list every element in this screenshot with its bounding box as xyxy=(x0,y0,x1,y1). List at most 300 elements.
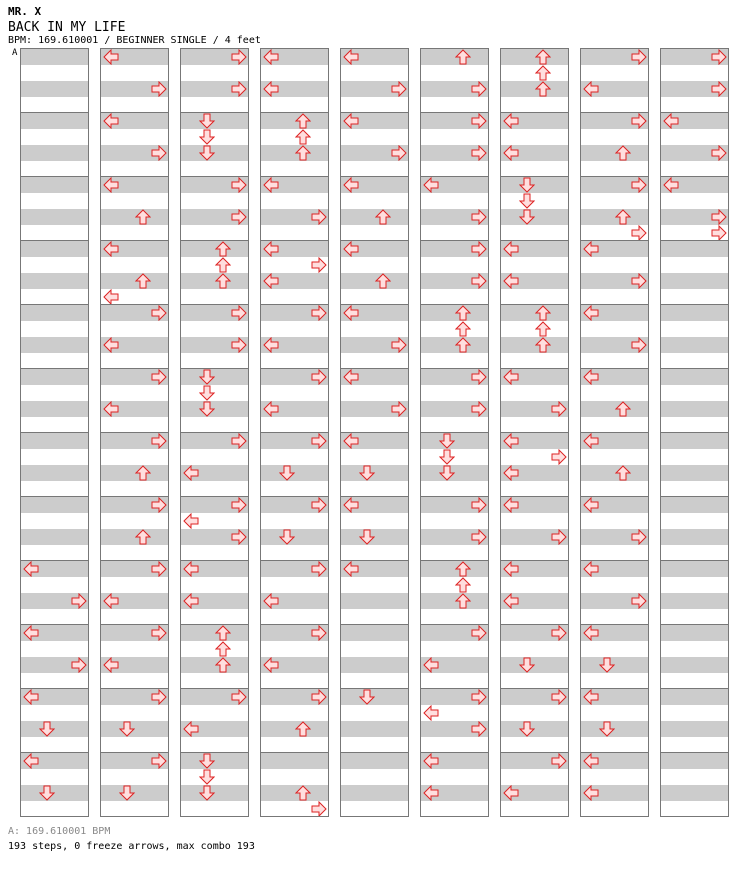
measure-cell xyxy=(660,176,729,241)
right-arrow-icon xyxy=(391,337,407,353)
left-arrow-icon xyxy=(503,497,519,513)
measure-cell xyxy=(20,304,89,369)
right-arrow-icon xyxy=(471,241,487,257)
step-stats: 193 steps, 0 freeze arrows, max combo 193 xyxy=(8,841,255,852)
up-arrow-icon xyxy=(295,721,311,737)
left-arrow-icon xyxy=(423,753,439,769)
measure-cell xyxy=(340,112,409,177)
right-arrow-icon xyxy=(151,369,167,385)
measure-cell xyxy=(500,624,569,689)
right-arrow-icon xyxy=(151,753,167,769)
right-arrow-icon xyxy=(471,145,487,161)
measure-cell xyxy=(20,752,89,817)
measure-cell xyxy=(660,496,729,561)
measure-cell xyxy=(420,752,489,817)
left-arrow-icon xyxy=(103,593,119,609)
measure-cell xyxy=(20,176,89,241)
left-arrow-icon xyxy=(583,433,599,449)
right-arrow-icon xyxy=(471,113,487,129)
measure-cell xyxy=(500,112,569,177)
measure-cell xyxy=(500,368,569,433)
measure-cell xyxy=(260,48,329,113)
beat-stripe xyxy=(341,593,408,609)
measure-cell xyxy=(340,48,409,113)
down-arrow-icon xyxy=(279,529,295,545)
down-arrow-icon xyxy=(599,657,615,673)
measure-cell xyxy=(100,496,169,561)
measure-cell xyxy=(340,368,409,433)
right-arrow-icon xyxy=(231,81,247,97)
left-arrow-icon xyxy=(663,113,679,129)
right-arrow-icon xyxy=(231,529,247,545)
beat-stripe xyxy=(661,625,728,641)
measure-cell xyxy=(420,304,489,369)
down-arrow-icon xyxy=(519,177,535,193)
measure-cell xyxy=(340,304,409,369)
beat-stripe xyxy=(661,337,728,353)
left-arrow-icon xyxy=(583,753,599,769)
right-arrow-icon xyxy=(631,177,647,193)
left-arrow-icon xyxy=(263,241,279,257)
up-arrow-icon xyxy=(455,593,471,609)
right-arrow-icon xyxy=(471,721,487,737)
right-arrow-icon xyxy=(471,81,487,97)
down-arrow-icon xyxy=(359,689,375,705)
measure-cell xyxy=(660,560,729,625)
beat-stripe xyxy=(21,369,88,385)
beat-stripe xyxy=(661,657,728,673)
measure-cell xyxy=(180,240,249,305)
down-arrow-icon xyxy=(199,145,215,161)
right-arrow-icon xyxy=(151,497,167,513)
left-arrow-icon xyxy=(263,657,279,673)
beat-stripe xyxy=(661,241,728,257)
down-arrow-icon xyxy=(199,385,215,401)
measure-cell xyxy=(580,432,649,497)
down-arrow-icon xyxy=(359,529,375,545)
right-arrow-icon xyxy=(551,449,567,465)
up-arrow-icon xyxy=(615,401,631,417)
measure-cell xyxy=(660,368,729,433)
left-arrow-icon xyxy=(503,561,519,577)
beat-stripe xyxy=(661,593,728,609)
measure-cell xyxy=(340,688,409,753)
left-arrow-icon xyxy=(103,49,119,65)
right-arrow-icon xyxy=(311,369,327,385)
right-arrow-icon xyxy=(231,305,247,321)
right-arrow-icon xyxy=(231,49,247,65)
left-arrow-icon xyxy=(103,401,119,417)
up-arrow-icon xyxy=(535,81,551,97)
measure-cell xyxy=(420,176,489,241)
left-arrow-icon xyxy=(583,561,599,577)
right-arrow-icon xyxy=(711,49,727,65)
left-arrow-icon xyxy=(343,49,359,65)
left-arrow-icon xyxy=(583,497,599,513)
left-arrow-icon xyxy=(103,241,119,257)
up-arrow-icon xyxy=(455,337,471,353)
beat-stripe xyxy=(21,497,88,513)
measure-cell xyxy=(100,176,169,241)
left-arrow-icon xyxy=(263,81,279,97)
left-arrow-icon xyxy=(503,593,519,609)
beat-stripe xyxy=(341,721,408,737)
measure-cell xyxy=(180,304,249,369)
measure-cell xyxy=(180,432,249,497)
left-arrow-icon xyxy=(183,513,199,529)
measure-cell xyxy=(420,48,489,113)
right-arrow-icon xyxy=(311,561,327,577)
right-arrow-icon xyxy=(631,593,647,609)
measure-cell xyxy=(260,368,329,433)
right-arrow-icon xyxy=(151,81,167,97)
up-arrow-icon xyxy=(455,561,471,577)
measure-cell xyxy=(660,688,729,753)
measure-cell xyxy=(420,624,489,689)
measure-cell xyxy=(420,368,489,433)
measure-cell xyxy=(260,752,329,817)
left-arrow-icon xyxy=(263,337,279,353)
right-arrow-icon xyxy=(551,753,567,769)
beat-stripe xyxy=(21,209,88,225)
up-arrow-icon xyxy=(615,145,631,161)
right-arrow-icon xyxy=(631,273,647,289)
measure-cell xyxy=(20,112,89,177)
down-arrow-icon xyxy=(279,465,295,481)
down-arrow-icon xyxy=(199,113,215,129)
measure-cell xyxy=(340,496,409,561)
left-arrow-icon xyxy=(343,561,359,577)
right-arrow-icon xyxy=(391,401,407,417)
right-arrow-icon xyxy=(311,209,327,225)
left-arrow-icon xyxy=(503,785,519,801)
left-arrow-icon xyxy=(263,273,279,289)
right-arrow-icon xyxy=(151,625,167,641)
right-arrow-icon xyxy=(71,593,87,609)
left-arrow-icon xyxy=(23,689,39,705)
measure-cell xyxy=(500,752,569,817)
up-arrow-icon xyxy=(455,321,471,337)
measure-cell xyxy=(180,48,249,113)
up-arrow-icon xyxy=(135,209,151,225)
up-arrow-icon xyxy=(615,465,631,481)
up-arrow-icon xyxy=(455,305,471,321)
measure-cell xyxy=(260,624,329,689)
right-arrow-icon xyxy=(231,689,247,705)
right-arrow-icon xyxy=(471,209,487,225)
right-arrow-icon xyxy=(231,433,247,449)
left-arrow-icon xyxy=(103,177,119,193)
up-arrow-icon xyxy=(215,273,231,289)
measure-cell xyxy=(180,112,249,177)
measure-cell xyxy=(260,432,329,497)
down-arrow-icon xyxy=(519,209,535,225)
beat-stripe xyxy=(21,465,88,481)
right-arrow-icon xyxy=(631,225,647,241)
left-arrow-icon xyxy=(343,241,359,257)
beat-stripe xyxy=(661,753,728,769)
right-arrow-icon xyxy=(551,689,567,705)
down-arrow-icon xyxy=(439,465,455,481)
measure-cell xyxy=(580,48,649,113)
right-arrow-icon xyxy=(231,209,247,225)
left-arrow-icon xyxy=(583,81,599,97)
measure-cell xyxy=(340,560,409,625)
left-arrow-icon xyxy=(343,177,359,193)
right-arrow-icon xyxy=(391,145,407,161)
right-arrow-icon xyxy=(471,401,487,417)
down-arrow-icon xyxy=(599,721,615,737)
beat-stripe xyxy=(661,305,728,321)
left-arrow-icon xyxy=(583,369,599,385)
beat-stripe xyxy=(341,657,408,673)
right-arrow-icon xyxy=(311,497,327,513)
measure-cell xyxy=(100,624,169,689)
left-arrow-icon xyxy=(503,273,519,289)
measure-cell xyxy=(100,368,169,433)
beat-stripe xyxy=(21,49,88,65)
bpm-marker: A xyxy=(12,48,18,58)
measure-cell xyxy=(100,560,169,625)
measure-cell xyxy=(180,560,249,625)
measure-cell xyxy=(260,112,329,177)
beat-stripe xyxy=(21,273,88,289)
measure-cell xyxy=(260,176,329,241)
right-arrow-icon xyxy=(471,689,487,705)
measure-cell xyxy=(500,176,569,241)
down-arrow-icon xyxy=(199,753,215,769)
left-arrow-icon xyxy=(103,289,119,305)
up-arrow-icon xyxy=(135,273,151,289)
right-arrow-icon xyxy=(711,81,727,97)
left-arrow-icon xyxy=(343,305,359,321)
measure-cell xyxy=(500,560,569,625)
down-arrow-icon xyxy=(119,721,135,737)
measure-cell xyxy=(260,560,329,625)
measure-cell xyxy=(420,688,489,753)
down-arrow-icon xyxy=(119,785,135,801)
measure-cell xyxy=(100,688,169,753)
up-arrow-icon xyxy=(295,785,311,801)
measure-cell xyxy=(100,240,169,305)
up-arrow-icon xyxy=(135,529,151,545)
measure-cell xyxy=(100,752,169,817)
left-arrow-icon xyxy=(183,465,199,481)
measure-cell xyxy=(660,432,729,497)
right-arrow-icon xyxy=(551,401,567,417)
up-arrow-icon xyxy=(375,273,391,289)
measure-cell xyxy=(580,304,649,369)
measure-cell xyxy=(660,752,729,817)
right-arrow-icon xyxy=(231,497,247,513)
measure-cell xyxy=(20,240,89,305)
up-arrow-icon xyxy=(295,145,311,161)
beat-stripe xyxy=(21,241,88,257)
up-arrow-icon xyxy=(535,49,551,65)
right-arrow-icon xyxy=(471,273,487,289)
measure-cell xyxy=(20,368,89,433)
right-arrow-icon xyxy=(631,337,647,353)
left-arrow-icon xyxy=(263,401,279,417)
right-arrow-icon xyxy=(151,305,167,321)
up-arrow-icon xyxy=(535,305,551,321)
right-arrow-icon xyxy=(151,689,167,705)
right-arrow-icon xyxy=(231,337,247,353)
song-title: BACK IN MY LIFE xyxy=(8,20,126,35)
measure-cell xyxy=(420,560,489,625)
right-arrow-icon xyxy=(311,257,327,273)
beat-stripe xyxy=(21,337,88,353)
measure-cell xyxy=(580,752,649,817)
left-arrow-icon xyxy=(663,177,679,193)
right-arrow-icon xyxy=(151,561,167,577)
measure-cell xyxy=(100,48,169,113)
left-arrow-icon xyxy=(583,689,599,705)
beat-stripe xyxy=(661,721,728,737)
left-arrow-icon xyxy=(343,369,359,385)
left-arrow-icon xyxy=(583,625,599,641)
down-arrow-icon xyxy=(199,129,215,145)
measure-cell xyxy=(660,304,729,369)
left-arrow-icon xyxy=(183,561,199,577)
measure-cell xyxy=(340,752,409,817)
beat-stripe xyxy=(21,145,88,161)
left-arrow-icon xyxy=(503,465,519,481)
right-arrow-icon xyxy=(711,145,727,161)
left-arrow-icon xyxy=(263,49,279,65)
measure-cell xyxy=(580,240,649,305)
down-arrow-icon xyxy=(519,657,535,673)
measure-cell xyxy=(20,432,89,497)
beat-stripe xyxy=(261,753,328,769)
right-arrow-icon xyxy=(471,529,487,545)
measure-cell xyxy=(180,624,249,689)
left-arrow-icon xyxy=(263,593,279,609)
measure-cell xyxy=(20,688,89,753)
left-arrow-icon xyxy=(183,593,199,609)
measure-cell xyxy=(100,304,169,369)
up-arrow-icon xyxy=(615,209,631,225)
beat-stripe xyxy=(661,689,728,705)
measure-cell xyxy=(260,240,329,305)
measure-cell xyxy=(20,496,89,561)
down-arrow-icon xyxy=(39,721,55,737)
up-arrow-icon xyxy=(535,65,551,81)
measure-cell xyxy=(340,240,409,305)
beat-stripe xyxy=(21,401,88,417)
left-arrow-icon xyxy=(583,785,599,801)
left-arrow-icon xyxy=(503,241,519,257)
measure-cell xyxy=(500,240,569,305)
measure-cell xyxy=(340,624,409,689)
beat-stripe xyxy=(661,369,728,385)
measure-cell xyxy=(180,176,249,241)
measure-cell xyxy=(660,48,729,113)
down-arrow-icon xyxy=(439,449,455,465)
right-arrow-icon xyxy=(711,225,727,241)
left-arrow-icon xyxy=(583,241,599,257)
up-arrow-icon xyxy=(215,241,231,257)
measure-cell xyxy=(420,432,489,497)
measure-cell xyxy=(20,624,89,689)
right-arrow-icon xyxy=(711,209,727,225)
beat-stripe xyxy=(661,561,728,577)
measure-cell xyxy=(500,688,569,753)
beat-stripe xyxy=(661,433,728,449)
measure-cell xyxy=(260,688,329,753)
measure-cell xyxy=(420,496,489,561)
up-arrow-icon xyxy=(535,337,551,353)
up-arrow-icon xyxy=(135,465,151,481)
measure-cell xyxy=(500,48,569,113)
up-arrow-icon xyxy=(215,657,231,673)
measure-cell xyxy=(660,240,729,305)
left-arrow-icon xyxy=(423,177,439,193)
measure-cell xyxy=(260,304,329,369)
left-arrow-icon xyxy=(23,561,39,577)
measure-cell xyxy=(580,560,649,625)
beat-stripe xyxy=(661,401,728,417)
right-arrow-icon xyxy=(151,145,167,161)
measure-cell xyxy=(580,496,649,561)
beat-stripe xyxy=(661,785,728,801)
right-arrow-icon xyxy=(311,625,327,641)
measure-cell xyxy=(500,496,569,561)
right-arrow-icon xyxy=(551,625,567,641)
down-arrow-icon xyxy=(519,193,535,209)
down-arrow-icon xyxy=(199,785,215,801)
measure-cell xyxy=(660,624,729,689)
beat-stripe xyxy=(341,753,408,769)
left-arrow-icon xyxy=(343,113,359,129)
left-arrow-icon xyxy=(23,753,39,769)
measure-cell xyxy=(20,48,89,113)
beat-stripe xyxy=(661,465,728,481)
down-arrow-icon xyxy=(359,465,375,481)
right-arrow-icon xyxy=(631,113,647,129)
measure-cell xyxy=(180,688,249,753)
measure-cell xyxy=(340,432,409,497)
measure-cell xyxy=(20,560,89,625)
up-arrow-icon xyxy=(375,209,391,225)
up-arrow-icon xyxy=(295,113,311,129)
up-arrow-icon xyxy=(215,257,231,273)
right-arrow-icon xyxy=(71,657,87,673)
measure-cell xyxy=(180,752,249,817)
left-arrow-icon xyxy=(423,705,439,721)
up-arrow-icon xyxy=(215,625,231,641)
beat-stripe xyxy=(21,113,88,129)
left-arrow-icon xyxy=(103,337,119,353)
left-arrow-icon xyxy=(343,497,359,513)
left-arrow-icon xyxy=(263,177,279,193)
right-arrow-icon xyxy=(471,497,487,513)
down-arrow-icon xyxy=(199,769,215,785)
beat-stripe xyxy=(661,273,728,289)
beat-stripe xyxy=(21,81,88,97)
beat-stripe xyxy=(21,433,88,449)
left-arrow-icon xyxy=(583,305,599,321)
left-arrow-icon xyxy=(343,433,359,449)
measure-cell xyxy=(660,112,729,177)
up-arrow-icon xyxy=(535,321,551,337)
left-arrow-icon xyxy=(503,433,519,449)
chart-info: BPM: 169.610001 / BEGINNER SINGLE / 4 feet xyxy=(8,35,261,46)
left-arrow-icon xyxy=(503,369,519,385)
right-arrow-icon xyxy=(631,529,647,545)
right-arrow-icon xyxy=(391,81,407,97)
measure-cell xyxy=(580,368,649,433)
